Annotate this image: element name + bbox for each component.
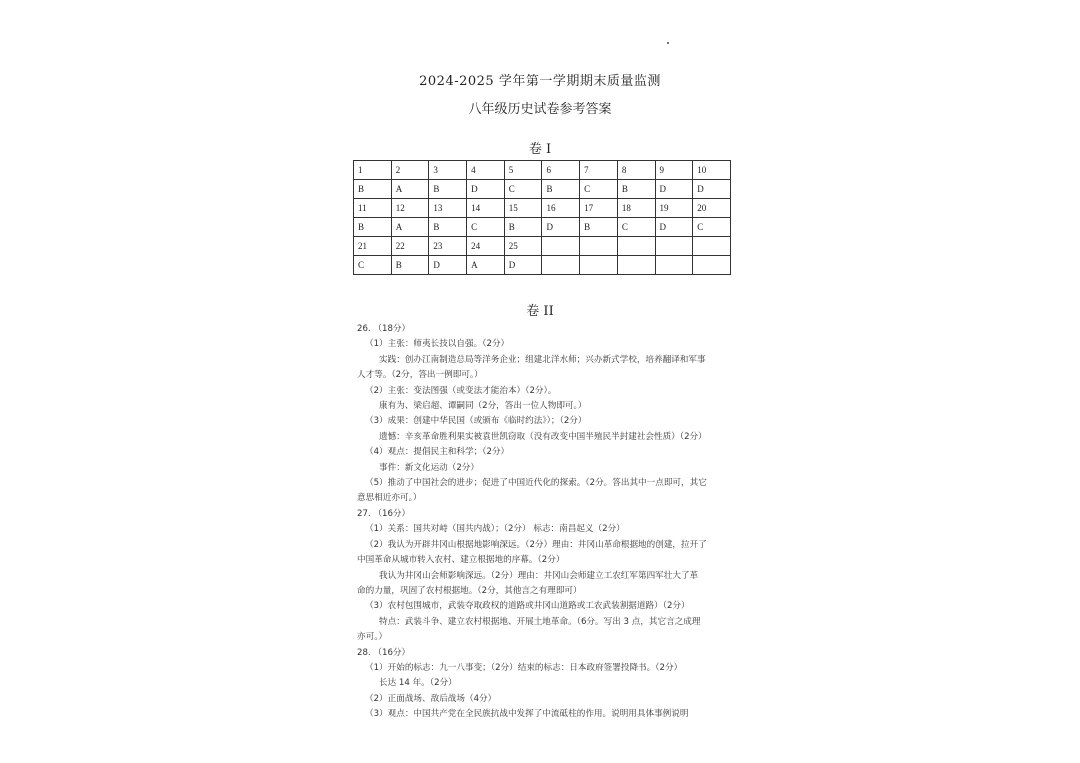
question-number-cell: 1 [354,161,392,180]
answer-cell: C [580,180,618,199]
answer-line: （3）观点：中国共产党在全民族抗战中发挥了中流砥柱的作用。说明用具体事例说明 [365,709,689,720]
answer-cell [542,256,580,275]
answer-cell: B [429,180,467,199]
answer-cell: D [429,256,467,275]
answer-row [354,218,731,237]
answer-line: 亦可。） [357,632,388,643]
document-title: 2024-2025 学年第一学期期末质量监测 [419,74,661,89]
answer-cell: A [391,218,429,237]
answer-cell: B [542,180,580,199]
question-number-cell [580,237,618,256]
question-number-row [354,199,731,218]
question-number-cell: 4 [467,161,505,180]
question-number-cell: 23 [429,237,467,256]
part2-heading: 卷 II [526,304,554,319]
answer-cell [580,256,618,275]
question-number-cell: 25 [504,237,542,256]
question-number-cell: 12 [391,199,429,218]
part2-answers [357,322,737,723]
answer-table [353,160,731,275]
answer-line: （1）主张：师夷长技以自强。（2分） [365,339,510,350]
answer-line: （1）开始的标志：九一八事变；（2分）结束的标志：日本政府签署投降书。（2分） [365,662,683,673]
answer-line: 中国革命从城市转入农村、建立根据地的序幕。（2分） [357,555,565,566]
question-number-cell: 3 [429,161,467,180]
question-number-cell: 24 [467,237,505,256]
question-number-cell: 19 [655,199,693,218]
answer-line: （2）正面战场、敌后战场（4分） [365,693,497,704]
answer-line: （2）我认为开辟井冈山根据地影响深远。（2分）理由：井冈山革命根据地的创建，拉开了 [365,539,707,550]
answer-cell: C [467,218,505,237]
question-number-cell: 10 [693,161,731,180]
answer-cell: B [354,180,392,199]
question-number-cell: 21 [354,237,392,256]
answer-line: 28. （16分） [357,647,411,658]
part1-heading: 卷 I [528,142,552,157]
answer-line: （3）农村包围城市，武装夺取政权的道路或井冈山道路或工农武装割据道路）（2分） [365,601,690,612]
answer-cell: A [391,180,429,199]
document-subtitle: 八年级历史试卷参考答案 [468,102,612,117]
question-number-cell: 9 [655,161,693,180]
answer-cell: D [467,180,505,199]
answer-line: 意思相近亦可。） [357,493,422,504]
question-number-cell: 17 [580,199,618,218]
question-number-cell: 11 [354,199,392,218]
answer-cell: D [542,218,580,237]
answer-cell: D [504,256,542,275]
answer-cell: C [693,218,731,237]
question-number-cell: 18 [617,199,655,218]
answer-cell: A [467,256,505,275]
answer-line: （1）关系：国共对峙（国共内战）；（2分） 标志：南昌起义（2分） [365,524,625,535]
answer-line: 命的力量，巩固了农村根据地。（2分，其他言之有理即可） [357,585,582,596]
answer-cell: B [429,218,467,237]
answer-line: 人才等。（2分，答出一例即可。） [357,370,483,381]
answer-cell: B [504,218,542,237]
answer-line: 实践：创办江南制造总局等洋务企业；组建北洋水师；兴办新式学校，培养翻译和军事 [379,354,706,365]
question-number-cell [542,237,580,256]
answer-line: 特点：武装斗争、建立农村根据地、开展土地革命。（6分。写出 3 点，其它言之成理 [379,616,701,627]
answer-line: 我认为井冈山会师影响深远。（2分）理由：井冈山会师建立工农红军第四军壮大了革 [379,570,699,581]
answer-cell: B [391,256,429,275]
answer-cell: B [580,218,618,237]
answer-cell: B [354,218,392,237]
answer-line: 长达 14 年。（2分） [379,678,457,689]
question-number-cell: 14 [467,199,505,218]
question-number-cell [693,237,731,256]
question-number-cell: 13 [429,199,467,218]
question-number-cell: 16 [542,199,580,218]
scan-speck [667,42,669,44]
question-number-row [354,237,731,256]
question-number-cell [655,237,693,256]
answer-cell: C [617,218,655,237]
question-number-cell [617,237,655,256]
answer-cell: D [655,180,693,199]
answer-line: （3）成果：创建中华民国（或颁布《临时约法》）；（2分） [365,416,587,427]
answer-line: （4）观点：提倡民主和科学；（2分） [365,447,510,458]
answer-row [354,180,731,199]
question-number-cell: 8 [617,161,655,180]
question-number-cell: 6 [542,161,580,180]
question-number-cell: 7 [580,161,618,180]
answer-cell [655,256,693,275]
answer-line: （2）主张：变法图强（或变法才能治本）（2分）。 [365,385,557,396]
answer-cell: C [504,180,542,199]
answer-line: 26. （18分） [357,324,411,334]
question-number-cell: 22 [391,237,429,256]
question-number-cell: 5 [504,161,542,180]
question-number-cell: 15 [504,199,542,218]
answer-line: 遗憾：辛亥革命胜利果实被袁世凯窃取（没有改变中国半殖民半封建社会性质）（2分） [379,431,707,442]
question-number-cell: 2 [391,161,429,180]
question-number-cell: 20 [693,199,731,218]
answer-cell: D [693,180,731,199]
answer-row [354,256,731,275]
answer-cell [617,256,655,275]
answer-line: 27. （16分） [357,508,411,519]
answer-line: 康有为、梁启超、谭嗣同（2分，答出一位人物即可。） [379,401,587,412]
answer-cell: B [617,180,655,199]
question-number-row [354,161,731,180]
answer-line: （5）推动了中国社会的进步；促进了中国近代化的探索。（2分。答出其中一点即可，其它 [365,478,707,489]
answer-line: 事件：新文化运动（2分） [379,462,479,473]
answer-cell: D [655,218,693,237]
answer-cell [693,256,731,275]
answer-cell: C [354,256,392,275]
